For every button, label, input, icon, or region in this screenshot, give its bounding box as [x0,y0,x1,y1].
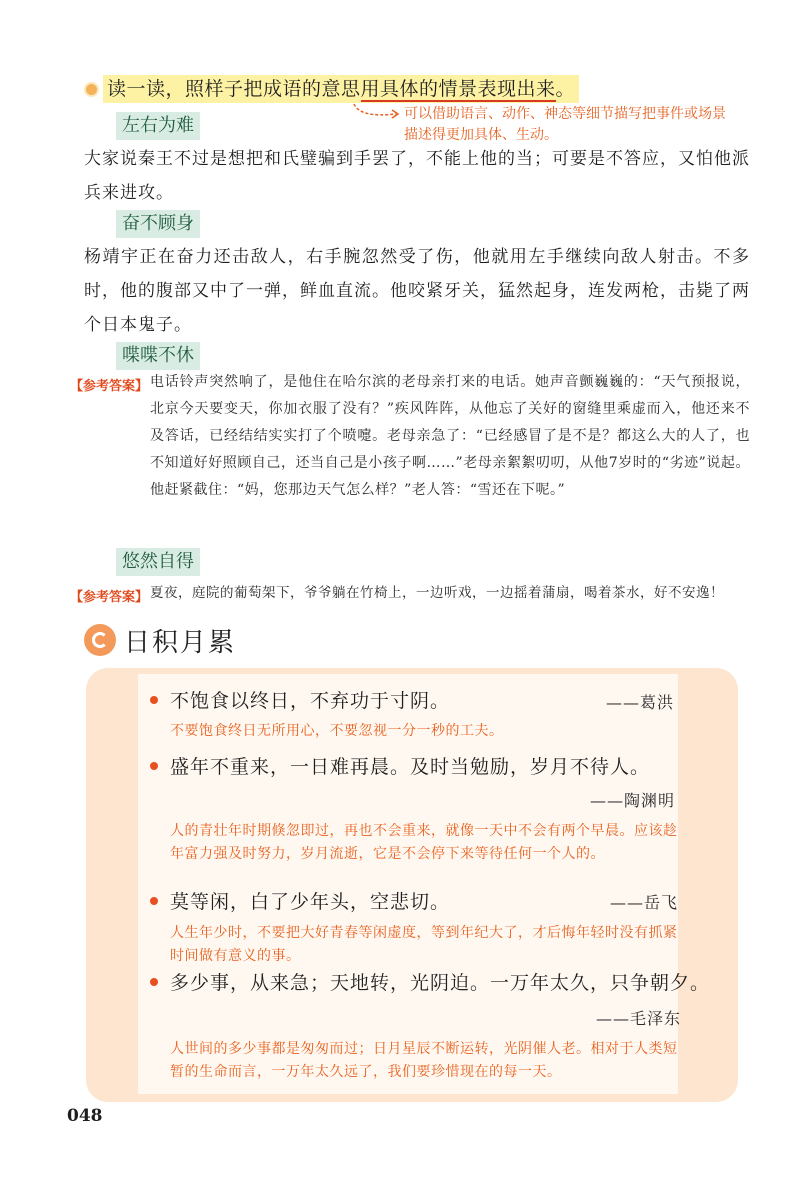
instruction-underlined: 用具体的情景表现出来 [360,78,556,100]
quote-explanation: 人的青壮年时期倏忽即过，再也不会重来，就像一天中不会有两个早晨。应该趁年富力强及时努力，岁月流逝，它是不会停下来等待任何一个人的。 [170,823,678,862]
quote-text: 多少事，从来急；天地转，光阴迫。一万年太久，只争朝夕。 [170,972,711,994]
quote-author: ——陶渊明 [590,791,676,810]
answer-text: 电话铃声突然响了，是他住在哈尔滨的老母亲打来的电话。她声音颤巍巍的：“天气预报说，北京今天要变天，你加衣服了没有？”疾风阵阵，从他忘了关好的窗缝里乘虚而入，他还来不及答话，已经结结实实打了个喷嚏。老母亲急了：“已经感冒了是不是？都这么大的人了，也不知道好好照顾自己，还当自己是小孩子啊……”老母亲絮絮叨叨，从他7岁时的“劣迹”说起。他赶紧截住：“妈，您那边天气怎么样？”老人答：“雪还在下呢。” [150,374,750,498]
quote-item [150,968,710,995]
idiom-label: 左右为难 [116,112,200,140]
quote-author: ——毛泽东 [596,1009,682,1028]
quote-item [150,686,450,713]
example-text: 大家说秦王不过是想把和氏璧骗到手罢了，不能上他的当；可要是不答应，又怕他派兵来进攻。 [84,149,750,203]
answer-text: 夏夜，庭院的葡萄架下，爷爷躺在竹椅上，一边听戏，一边摇着蒲扇，喝着茶水，好不安逸！ [150,585,724,601]
answer-tag: 【参考答案】 [70,590,149,605]
spiral-icon [84,624,116,656]
bullet-dot-icon [150,978,158,986]
quote-explanation: 人生年少时，不要把大好青春等闲虚度，等到年纪大了，才后悔年轻时没有抓紧时间做有意义的事。 [170,925,678,964]
instruction-suffix: 。 [555,78,576,100]
bullet-dot-icon [150,897,158,905]
quote-text: 不饱食以终日，不弃功于寸阴。 [170,690,451,712]
example-text: 杨靖宇正在奋力还击敌人，右手腕忽然受了伤，他就用左手继续向敌人射击。不多时，他的腹部又中了一弹，鲜血直流。他咬紧牙关，猛然起身，连发两枪，击毙了两个日本鬼子。 [84,247,750,335]
instruction-prefix: 读一读，照样子把成语的意思 [107,78,361,100]
quote-explanation: 不要饱食终日无所用心，不要忽视一分一秒的工夫。 [170,723,504,739]
quote-author: ——岳飞 [610,893,679,912]
margin-note: 可以借助语言、动作、神态等细节描写把事件或场景描述得更加具体、生动。 [404,106,726,143]
instruction [84,74,579,104]
quote-text: 莫等闲，白了少年头，空悲切。 [170,891,451,913]
bullet-dot-icon [150,696,158,704]
idiom-label: 悠然自得 [116,548,200,576]
bullet-dot-icon [150,762,158,770]
page-number: 048 [67,1106,103,1126]
quote-item [150,887,450,914]
bullet-icon [84,82,99,97]
instruction-text [103,75,579,103]
quote-item [150,752,650,779]
quote-text: 盛年不重来，一日难再晨。及时当勉励，岁月不待人。 [170,756,651,778]
note-arrow-icon [352,102,400,122]
quote-author: ——葛洪 [606,693,675,712]
section-title: 日积月累 [124,627,237,658]
answer-tag: 【参考答案】 [70,379,149,394]
quote-explanation: 人世间的多少事都是匆匆而过；日月星辰不断运转，光阴催人老。相对于人类短暂的生命而言，一万年太久远了，我们要珍惜现在的每一天。 [170,1041,678,1080]
idiom-label: 喋喋不休 [116,342,200,370]
idiom-label: 奋不顾身 [116,210,200,238]
section-header [84,620,236,660]
